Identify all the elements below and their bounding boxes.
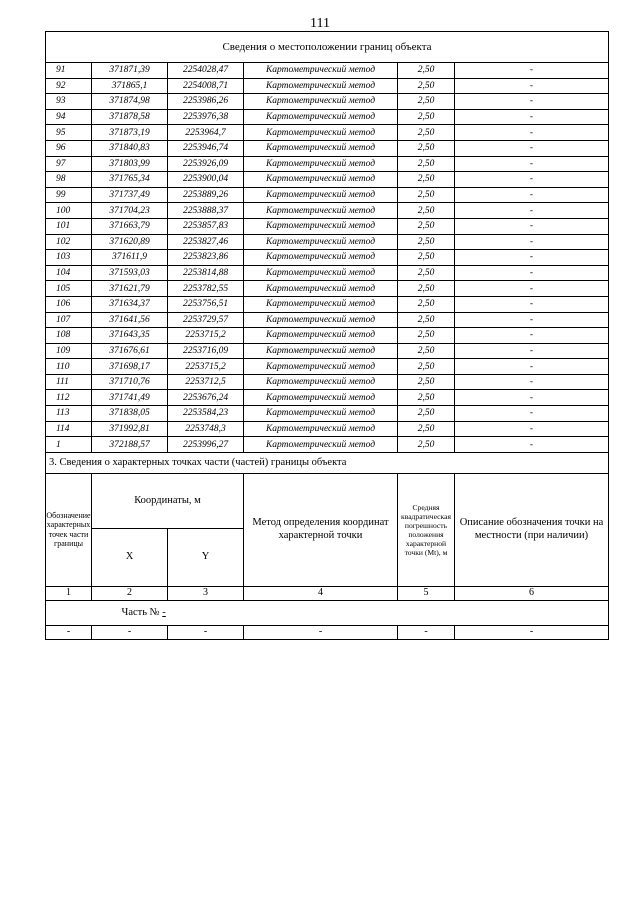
table-row bbox=[46, 172, 609, 188]
description-cell: - bbox=[455, 234, 609, 250]
coord-x: 371873,19 bbox=[92, 125, 168, 141]
coord-x: 371840,83 bbox=[92, 140, 168, 156]
part-value: - bbox=[162, 607, 166, 619]
coord-x: 371874,98 bbox=[92, 94, 168, 110]
description-cell: - bbox=[455, 94, 609, 110]
description-cell: - bbox=[455, 312, 609, 328]
coord-y: 2253748,3 bbox=[168, 421, 244, 437]
boundary-table bbox=[45, 31, 609, 453]
column-index: 1 bbox=[46, 586, 92, 600]
coord-y: 2253996,27 bbox=[168, 437, 244, 453]
method-cell: Картометрический метод bbox=[244, 281, 398, 297]
coord-x: 371838,05 bbox=[92, 406, 168, 422]
mt-cell: 2,50 bbox=[398, 156, 455, 172]
coord-y: 2253756,51 bbox=[168, 296, 244, 312]
coord-y: 2253715,2 bbox=[168, 359, 244, 375]
point-number: 114 bbox=[46, 421, 92, 437]
description-cell: - bbox=[455, 125, 609, 141]
method-cell: Картометрический метод bbox=[244, 156, 398, 172]
table-row bbox=[46, 125, 609, 141]
mt-cell: 2,50 bbox=[398, 421, 455, 437]
table-row bbox=[46, 312, 609, 328]
coord-x: 371765,34 bbox=[92, 172, 168, 188]
description-cell: - bbox=[455, 78, 609, 94]
method-cell: Картометрический метод bbox=[244, 312, 398, 328]
description-cell: - bbox=[455, 343, 609, 359]
coord-x: 371663,79 bbox=[92, 218, 168, 234]
point-number: 95 bbox=[46, 125, 92, 141]
method-cell: Картометрический метод bbox=[244, 109, 398, 125]
coord-x: 371865,1 bbox=[92, 78, 168, 94]
point-number: 101 bbox=[46, 218, 92, 234]
boundary-document bbox=[45, 31, 608, 640]
section3-title: 3. Сведения о характерных точках части (частей) границы объекта bbox=[46, 453, 609, 474]
parts-table bbox=[45, 453, 609, 640]
coord-y: 2253986,26 bbox=[168, 94, 244, 110]
table-row bbox=[46, 187, 609, 203]
description-cell: - bbox=[455, 390, 609, 406]
header-x: X bbox=[92, 528, 168, 586]
empty-cell: - bbox=[244, 625, 398, 639]
method-cell: Картометрический метод bbox=[244, 140, 398, 156]
point-number: 92 bbox=[46, 78, 92, 94]
mt-cell: 2,50 bbox=[398, 203, 455, 219]
mt-cell: 2,50 bbox=[398, 94, 455, 110]
description-cell: - bbox=[455, 265, 609, 281]
point-number: 94 bbox=[46, 109, 92, 125]
header-mt: Средняя квадратическая погрешность положения характерной точки (Mt), м bbox=[398, 473, 455, 586]
column-index: 5 bbox=[398, 586, 455, 600]
method-cell: Картометрический метод bbox=[244, 94, 398, 110]
column-index: 6 bbox=[455, 586, 609, 600]
table-row bbox=[46, 406, 609, 422]
point-number: 106 bbox=[46, 296, 92, 312]
method-cell: Картометрический метод bbox=[244, 78, 398, 94]
part-number bbox=[92, 600, 244, 625]
method-cell: Картометрический метод bbox=[244, 125, 398, 141]
method-cell: Картометрический метод bbox=[244, 187, 398, 203]
coord-y: 2253712,5 bbox=[168, 374, 244, 390]
header-method: Метод определения координат характерной точки bbox=[244, 473, 398, 586]
description-cell: - bbox=[455, 359, 609, 375]
method-cell: Картометрический метод bbox=[244, 218, 398, 234]
column-index: 4 bbox=[244, 586, 398, 600]
description-cell: - bbox=[455, 421, 609, 437]
table-row bbox=[46, 437, 609, 453]
method-cell: Картометрический метод bbox=[244, 63, 398, 79]
table-row bbox=[46, 265, 609, 281]
point-number: 108 bbox=[46, 328, 92, 344]
description-cell: - bbox=[455, 172, 609, 188]
table-row bbox=[46, 374, 609, 390]
coord-y: 2253584,23 bbox=[168, 406, 244, 422]
point-number: 103 bbox=[46, 250, 92, 266]
method-cell: Картометрический метод bbox=[244, 359, 398, 375]
mt-cell: 2,50 bbox=[398, 312, 455, 328]
table-row bbox=[46, 63, 609, 79]
table-row bbox=[46, 281, 609, 297]
coord-y: 2253976,38 bbox=[168, 109, 244, 125]
description-cell: - bbox=[455, 250, 609, 266]
mt-cell: 2,50 bbox=[398, 109, 455, 125]
mt-cell: 2,50 bbox=[398, 328, 455, 344]
description-cell: - bbox=[455, 63, 609, 79]
coord-x: 371992,81 bbox=[92, 421, 168, 437]
mt-cell: 2,50 bbox=[398, 437, 455, 453]
mt-cell: 2,50 bbox=[398, 296, 455, 312]
table-row bbox=[46, 218, 609, 234]
coord-y: 2253926,09 bbox=[168, 156, 244, 172]
method-cell: Картометрический метод bbox=[244, 250, 398, 266]
coord-y: 2254008,71 bbox=[168, 78, 244, 94]
empty-cell: - bbox=[46, 625, 92, 639]
table-row bbox=[46, 390, 609, 406]
table-row bbox=[46, 140, 609, 156]
empty-cell: - bbox=[455, 625, 609, 639]
point-number: 99 bbox=[46, 187, 92, 203]
coord-y: 2253716,09 bbox=[168, 343, 244, 359]
description-cell: - bbox=[455, 406, 609, 422]
coord-y: 2253888,37 bbox=[168, 203, 244, 219]
description-cell: - bbox=[455, 437, 609, 453]
method-cell: Картометрический метод bbox=[244, 265, 398, 281]
description-cell: - bbox=[455, 140, 609, 156]
coord-y: 2253729,57 bbox=[168, 312, 244, 328]
empty-cell: - bbox=[92, 625, 168, 639]
coord-x: 371643,35 bbox=[92, 328, 168, 344]
coord-x: 371871,39 bbox=[92, 63, 168, 79]
mt-cell: 2,50 bbox=[398, 374, 455, 390]
point-number: 111 bbox=[46, 374, 92, 390]
description-cell: - bbox=[455, 109, 609, 125]
description-cell: - bbox=[455, 218, 609, 234]
section-title: Сведения о местоположении границ объекта bbox=[46, 32, 609, 63]
coord-x: 371676,61 bbox=[92, 343, 168, 359]
method-cell: Картометрический метод bbox=[244, 374, 398, 390]
point-number: 98 bbox=[46, 172, 92, 188]
table-row bbox=[46, 343, 609, 359]
coord-y: 2253946,74 bbox=[168, 140, 244, 156]
coord-x: 371704,23 bbox=[92, 203, 168, 219]
coord-y: 2253676,24 bbox=[168, 390, 244, 406]
point-number: 97 bbox=[46, 156, 92, 172]
method-cell: Картометрический метод bbox=[244, 172, 398, 188]
point-number: 109 bbox=[46, 343, 92, 359]
mt-cell: 2,50 bbox=[398, 265, 455, 281]
method-cell: Картометрический метод bbox=[244, 234, 398, 250]
coord-y: 2253964,7 bbox=[168, 125, 244, 141]
empty-cell: - bbox=[168, 625, 244, 639]
table-row bbox=[46, 109, 609, 125]
description-cell: - bbox=[455, 156, 609, 172]
coord-x: 371641,56 bbox=[92, 312, 168, 328]
mt-cell: 2,50 bbox=[398, 187, 455, 203]
coord-x: 371634,37 bbox=[92, 296, 168, 312]
coord-x: 371878,58 bbox=[92, 109, 168, 125]
description-cell: - bbox=[455, 187, 609, 203]
coord-x: 371737,49 bbox=[92, 187, 168, 203]
mt-cell: 2,50 bbox=[398, 234, 455, 250]
coord-x: 371621,79 bbox=[92, 281, 168, 297]
header-description: Описание обозначения точки на местности (при наличии) bbox=[455, 473, 609, 586]
point-number: 93 bbox=[46, 94, 92, 110]
coord-x: 371611,9 bbox=[92, 250, 168, 266]
point-number: 113 bbox=[46, 406, 92, 422]
mt-cell: 2,50 bbox=[398, 343, 455, 359]
coord-x: 371620,89 bbox=[92, 234, 168, 250]
coord-y: 2253782,55 bbox=[168, 281, 244, 297]
header-coordinates: Координаты, м bbox=[92, 473, 244, 528]
coord-y: 2253823,86 bbox=[168, 250, 244, 266]
method-cell: Картометрический метод bbox=[244, 296, 398, 312]
coord-x: 371593,03 bbox=[92, 265, 168, 281]
mt-cell: 2,50 bbox=[398, 78, 455, 94]
method-cell: Картометрический метод bbox=[244, 203, 398, 219]
coord-x: 371698,17 bbox=[92, 359, 168, 375]
point-number: 112 bbox=[46, 390, 92, 406]
coord-y: 2254028,47 bbox=[168, 63, 244, 79]
column-index: 2 bbox=[92, 586, 168, 600]
point-number: 107 bbox=[46, 312, 92, 328]
table-row bbox=[46, 359, 609, 375]
table-row bbox=[46, 250, 609, 266]
mt-cell: 2,50 bbox=[398, 172, 455, 188]
table-row bbox=[46, 203, 609, 219]
method-cell: Картометрический метод bbox=[244, 437, 398, 453]
mt-cell: 2,50 bbox=[398, 406, 455, 422]
method-cell: Картометрический метод bbox=[244, 328, 398, 344]
mt-cell: 2,50 bbox=[398, 281, 455, 297]
description-cell: - bbox=[455, 296, 609, 312]
point-number: 91 bbox=[46, 63, 92, 79]
empty-cell: - bbox=[398, 625, 455, 639]
method-cell: Картометрический метод bbox=[244, 390, 398, 406]
point-number: 104 bbox=[46, 265, 92, 281]
mt-cell: 2,50 bbox=[398, 125, 455, 141]
coord-y: 2253715,2 bbox=[168, 328, 244, 344]
description-cell: - bbox=[455, 281, 609, 297]
table-row bbox=[46, 296, 609, 312]
coord-x: 372188,57 bbox=[92, 437, 168, 453]
coord-x: 371710,76 bbox=[92, 374, 168, 390]
coord-x: 371803,99 bbox=[92, 156, 168, 172]
table-row bbox=[46, 78, 609, 94]
coord-y: 2253889,26 bbox=[168, 187, 244, 203]
mt-cell: 2,50 bbox=[398, 250, 455, 266]
coord-x: 371741,49 bbox=[92, 390, 168, 406]
table-row bbox=[46, 234, 609, 250]
header-y: Y bbox=[168, 528, 244, 586]
method-cell: Картометрический метод bbox=[244, 343, 398, 359]
method-cell: Картометрический метод bbox=[244, 406, 398, 422]
table-row bbox=[46, 421, 609, 437]
point-number: 105 bbox=[46, 281, 92, 297]
mt-cell: 2,50 bbox=[398, 359, 455, 375]
description-cell: - bbox=[455, 374, 609, 390]
part-label: Часть № bbox=[121, 607, 160, 619]
mt-cell: 2,50 bbox=[398, 63, 455, 79]
mt-cell: 2,50 bbox=[398, 218, 455, 234]
mt-cell: 2,50 bbox=[398, 390, 455, 406]
point-number: 110 bbox=[46, 359, 92, 375]
description-cell: - bbox=[455, 328, 609, 344]
point-number: 100 bbox=[46, 203, 92, 219]
point-number: 96 bbox=[46, 140, 92, 156]
coord-y: 2253900,04 bbox=[168, 172, 244, 188]
method-cell: Картометрический метод bbox=[244, 421, 398, 437]
coord-y: 2253827,46 bbox=[168, 234, 244, 250]
point-number: 102 bbox=[46, 234, 92, 250]
coord-y: 2253814,88 bbox=[168, 265, 244, 281]
point-number: 1 bbox=[46, 437, 92, 453]
column-index: 3 bbox=[168, 586, 244, 600]
page-number: 111 bbox=[310, 16, 330, 31]
description-cell: - bbox=[455, 203, 609, 219]
table-row bbox=[46, 328, 609, 344]
table-row bbox=[46, 156, 609, 172]
coord-y: 2253857,83 bbox=[168, 218, 244, 234]
header-point-designation: Обозначение характерных точек части границы bbox=[46, 473, 92, 586]
table-row bbox=[46, 94, 609, 110]
mt-cell: 2,50 bbox=[398, 140, 455, 156]
